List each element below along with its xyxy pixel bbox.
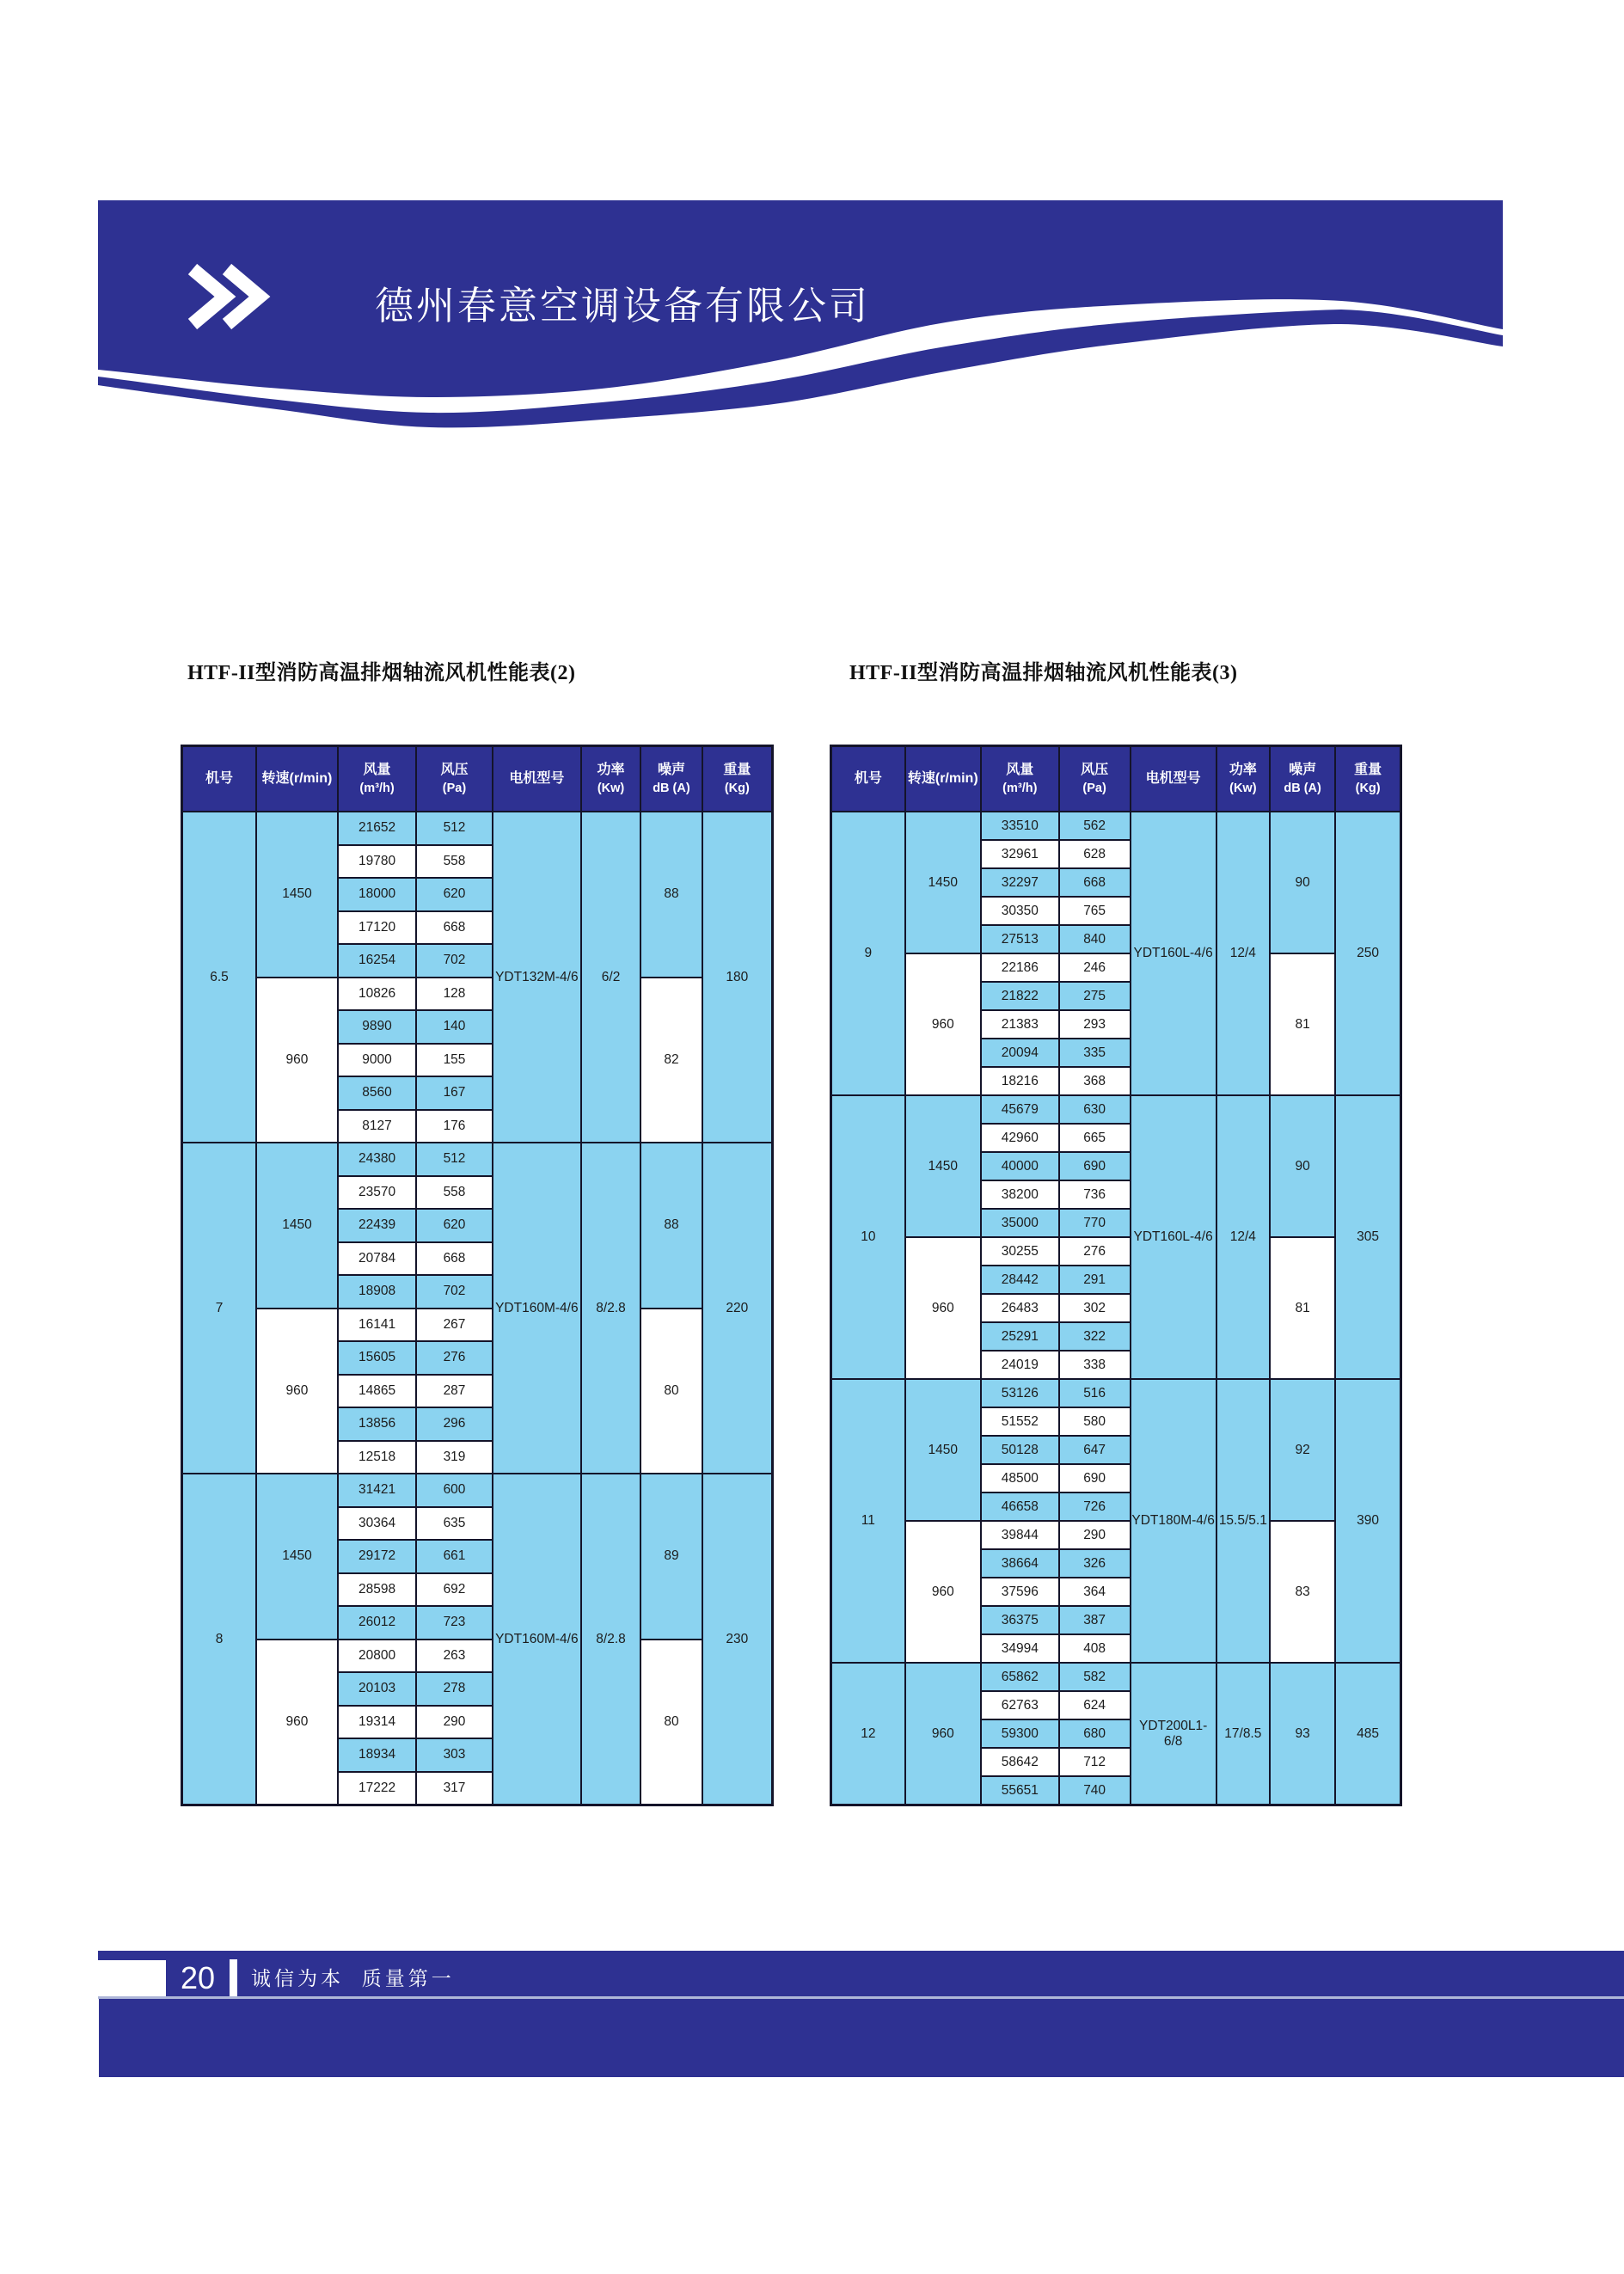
cell-noise: 83 [1270,1521,1335,1663]
cell-noise: 88 [640,1143,702,1309]
cell-airflow: 10826 [338,978,416,1011]
cell-pressure: 600 [416,1474,493,1507]
cell-pressure: 512 [416,812,493,845]
cell-pressure: 155 [416,1044,493,1077]
cell-pressure: 562 [1059,812,1131,840]
table-row [182,1309,773,1342]
cell-motor-model: YDT160L-4/6 [1131,812,1216,1095]
column-header: 电机型号 [1131,746,1216,812]
cell-airflow: 55651 [981,1776,1059,1805]
cell-airflow: 42960 [981,1124,1059,1152]
cell-pressure: 293 [1059,1010,1131,1039]
cell-airflow: 58642 [981,1748,1059,1776]
cell-airflow: 16141 [338,1309,416,1342]
cell-airflow: 59300 [981,1719,1059,1748]
cell-motor-model: YDT160L-4/6 [1131,1095,1216,1379]
cell-airflow: 16254 [338,944,416,978]
cell-pressure: 276 [1059,1237,1131,1266]
table-title-3: HTF-II型消防高温排烟轴流风机性能表(3) [849,662,1238,684]
cell-power: 6/2 [581,812,640,1143]
cell-airflow: 51552 [981,1407,1059,1436]
cell-pressure: 302 [1059,1294,1131,1322]
cell-pressure: 128 [416,978,493,1011]
cell-pressure: 278 [416,1672,493,1706]
cell-airflow: 34994 [981,1634,1059,1663]
cell-pressure: 326 [1059,1549,1131,1578]
cell-pressure: 287 [416,1375,493,1408]
column-header: 风量 (m³/h) [338,746,416,812]
cell-airflow: 13856 [338,1407,416,1441]
cell-airflow: 30350 [981,897,1059,925]
footer-block [99,1999,1624,2077]
cell-model-no: 8 [182,1474,257,1805]
cell-airflow: 38664 [981,1549,1059,1578]
cell-airflow: 45679 [981,1095,1059,1124]
cell-airflow: 26012 [338,1606,416,1640]
cell-airflow: 17120 [338,911,416,945]
cell-pressure: 368 [1059,1067,1131,1095]
cell-airflow: 65862 [981,1663,1059,1691]
cell-pressure: 317 [416,1772,493,1805]
cell-pressure: 630 [1059,1095,1131,1124]
cell-pressure: 176 [416,1110,493,1143]
table-row [831,1521,1401,1549]
cell-airflow: 28442 [981,1266,1059,1294]
cell-pressure: 338 [1059,1351,1131,1379]
cell-airflow: 9890 [338,1010,416,1044]
cell-weight: 485 [1335,1663,1400,1805]
cell-airflow: 22439 [338,1209,416,1242]
cell-noise: 88 [640,812,702,978]
cell-pressure: 408 [1059,1634,1131,1663]
column-header: 风压 (Pa) [1059,746,1131,812]
cell-airflow: 21822 [981,982,1059,1010]
column-header: 电机型号 [493,746,581,812]
cell-pressure: 665 [1059,1124,1131,1152]
cell-speed: 1450 [905,1095,981,1237]
cell-airflow: 26483 [981,1294,1059,1322]
column-header: 转速(r/min) [905,746,981,812]
cell-airflow: 28598 [338,1573,416,1607]
cell-motor-model: YDT160M-4/6 [493,1143,581,1474]
cell-pressure: 620 [416,1209,493,1242]
cell-pressure: 276 [416,1341,493,1375]
cell-speed: 960 [905,953,981,1095]
cell-noise: 81 [1270,953,1335,1095]
cell-pressure: 680 [1059,1719,1131,1748]
cell-noise: 90 [1270,1095,1335,1237]
cell-airflow: 21383 [981,1010,1059,1039]
cell-pressure: 296 [416,1407,493,1441]
cell-airflow: 14865 [338,1375,416,1408]
cell-airflow: 20784 [338,1242,416,1276]
cell-speed: 1450 [905,1379,981,1521]
cell-power: 12/4 [1216,812,1270,1095]
cell-pressure: 290 [416,1706,493,1739]
cell-airflow: 25291 [981,1322,1059,1351]
cell-power: 8/2.8 [581,1474,640,1805]
table-row [831,812,1401,840]
cell-speed: 960 [905,1237,981,1379]
cell-airflow: 53126 [981,1379,1059,1407]
cell-airflow: 21652 [338,812,416,845]
cell-pressure: 635 [416,1507,493,1541]
cell-airflow: 22186 [981,953,1059,982]
column-header: 重量 (Kg) [1335,746,1400,812]
cell-pressure: 620 [416,878,493,911]
footer-white-box [98,1960,166,1996]
cell-noise: 80 [640,1309,702,1474]
cell-airflow: 32961 [981,840,1059,868]
table-row [831,1663,1401,1691]
cell-airflow: 8560 [338,1076,416,1110]
cell-pressure: 702 [416,1275,493,1309]
cell-airflow: 62763 [981,1691,1059,1719]
cell-pressure: 736 [1059,1180,1131,1209]
cell-airflow: 35000 [981,1209,1059,1237]
footer-divider-bar [230,1959,237,1996]
cell-weight: 230 [702,1474,773,1805]
column-header: 风压 (Pa) [416,746,493,812]
cell-motor-model: YDT132M-4/6 [493,812,581,1143]
cell-pressure: 267 [416,1309,493,1342]
cell-airflow: 37596 [981,1578,1059,1606]
cell-airflow: 24019 [981,1351,1059,1379]
cell-airflow: 20094 [981,1039,1059,1067]
footer-slogan: 诚信为本 质量第一 [251,1967,455,1989]
table-row [831,953,1401,982]
column-header: 功率 (Kw) [581,746,640,812]
cell-pressure: 246 [1059,953,1131,982]
cell-pressure: 740 [1059,1776,1131,1805]
cell-speed: 1450 [256,1143,338,1309]
cell-pressure: 319 [416,1441,493,1474]
column-header: 功率 (Kw) [1216,746,1270,812]
cell-airflow: 18216 [981,1067,1059,1095]
cell-airflow: 19780 [338,845,416,879]
cell-model-no: 9 [831,812,905,1095]
cell-airflow: 12518 [338,1441,416,1474]
column-header: 机号 [831,746,905,812]
cell-airflow: 27513 [981,925,1059,953]
cell-pressure: 335 [1059,1039,1131,1067]
column-header: 重量 (Kg) [702,746,773,812]
cell-pressure: 512 [416,1143,493,1176]
cell-airflow: 38200 [981,1180,1059,1209]
cell-airflow: 17222 [338,1772,416,1805]
company-name: 德州春意空调设备有限公司 [375,284,871,328]
cell-pressure: 765 [1059,897,1131,925]
cell-airflow: 23570 [338,1176,416,1210]
column-header: 噪声 dB (A) [1270,746,1335,812]
cell-pressure: 668 [416,911,493,945]
cell-speed: 960 [905,1663,981,1805]
cell-airflow: 48500 [981,1464,1059,1493]
cell-pressure: 770 [1059,1209,1131,1237]
cell-motor-model: YDT200L1-6/8 [1131,1663,1216,1805]
cell-power: 12/4 [1216,1095,1270,1379]
cell-speed: 960 [256,978,338,1143]
cell-pressure: 263 [416,1640,493,1673]
table-row [831,1095,1401,1124]
cell-model-no: 6.5 [182,812,257,1143]
cell-airflow: 18908 [338,1275,416,1309]
cell-pressure: 364 [1059,1578,1131,1606]
table-title-2: HTF-II型消防高温排烟轴流风机性能表(2) [187,662,576,684]
cell-airflow: 50128 [981,1436,1059,1464]
table-row [182,978,773,1011]
cell-pressure: 692 [416,1573,493,1607]
cell-speed: 1450 [256,812,338,978]
cell-pressure: 167 [416,1076,493,1110]
table-row [182,1143,773,1176]
table-row [182,1474,773,1507]
cell-noise: 90 [1270,812,1335,953]
cell-pressure: 702 [416,944,493,978]
cell-pressure: 712 [1059,1748,1131,1776]
cell-airflow: 40000 [981,1152,1059,1180]
cell-airflow: 15605 [338,1341,416,1375]
header-row [831,746,1401,812]
cell-pressure: 840 [1059,925,1131,953]
cell-airflow: 36375 [981,1606,1059,1634]
cell-airflow: 31421 [338,1474,416,1507]
cell-airflow: 32297 [981,868,1059,897]
cell-pressure: 387 [1059,1606,1131,1634]
cell-pressure: 726 [1059,1493,1131,1521]
cell-airflow: 24380 [338,1143,416,1176]
cell-power: 17/8.5 [1216,1663,1270,1805]
cell-pressure: 690 [1059,1152,1131,1180]
cell-weight: 220 [702,1143,773,1474]
cell-airflow: 33510 [981,812,1059,840]
cell-airflow: 46658 [981,1493,1059,1521]
cell-airflow: 9000 [338,1044,416,1077]
cell-pressure: 291 [1059,1266,1131,1294]
cell-speed: 960 [256,1309,338,1474]
cell-airflow: 30255 [981,1237,1059,1266]
cell-pressure: 690 [1059,1464,1131,1493]
cell-pressure: 668 [416,1242,493,1276]
cell-noise: 89 [640,1474,702,1640]
cell-pressure: 628 [1059,840,1131,868]
cell-speed: 1450 [905,812,981,953]
cell-pressure: 558 [416,1176,493,1210]
cell-speed: 960 [256,1640,338,1805]
cell-pressure: 303 [416,1738,493,1772]
cell-airflow: 29172 [338,1540,416,1573]
cell-pressure: 661 [416,1540,493,1573]
header-row [182,746,773,812]
cell-power: 15.5/5.1 [1216,1379,1270,1663]
cell-weight: 180 [702,812,773,1143]
cell-airflow: 8127 [338,1110,416,1143]
cell-pressure: 322 [1059,1322,1131,1351]
cell-model-no: 12 [831,1663,905,1805]
cell-power: 8/2.8 [581,1143,640,1474]
column-header: 风量 (m³/h) [981,746,1059,812]
performance-table-2 [181,745,774,1806]
cell-pressure: 624 [1059,1691,1131,1719]
column-header: 机号 [182,746,257,812]
cell-noise: 93 [1270,1663,1335,1805]
cell-weight: 250 [1335,812,1400,1095]
cell-pressure: 558 [416,845,493,879]
cell-model-no: 10 [831,1095,905,1379]
cell-airflow: 19314 [338,1706,416,1739]
cell-noise: 82 [640,978,702,1143]
cell-airflow: 18000 [338,878,416,911]
page-number: 20 [180,1960,216,1995]
column-header: 噪声 dB (A) [640,746,702,812]
cell-noise: 92 [1270,1379,1335,1521]
cell-weight: 305 [1335,1095,1400,1379]
cell-airflow: 20103 [338,1672,416,1706]
cell-pressure: 582 [1059,1663,1131,1691]
cell-weight: 390 [1335,1379,1400,1663]
cell-model-no: 11 [831,1379,905,1663]
cell-noise: 80 [640,1640,702,1805]
cell-pressure: 723 [416,1606,493,1640]
cell-pressure: 668 [1059,868,1131,897]
cell-pressure: 580 [1059,1407,1131,1436]
cell-noise: 81 [1270,1237,1335,1379]
cell-pressure: 516 [1059,1379,1131,1407]
cell-model-no: 7 [182,1143,257,1474]
cell-motor-model: YDT160M-4/6 [493,1474,581,1805]
table-row [831,1379,1401,1407]
column-header: 转速(r/min) [256,746,338,812]
cell-airflow: 20800 [338,1640,416,1673]
table-row [182,812,773,845]
table-row [831,1237,1401,1266]
cell-speed: 1450 [256,1474,338,1640]
cell-airflow: 18934 [338,1738,416,1772]
cell-pressure: 140 [416,1010,493,1044]
cell-airflow: 30364 [338,1507,416,1541]
cell-speed: 960 [905,1521,981,1663]
cell-pressure: 290 [1059,1521,1131,1549]
cell-pressure: 275 [1059,982,1131,1010]
cell-motor-model: YDT180M-4/6 [1131,1379,1216,1663]
cell-airflow: 39844 [981,1521,1059,1549]
performance-table-3 [830,745,1402,1806]
cell-pressure: 647 [1059,1436,1131,1464]
table-row [182,1640,773,1673]
